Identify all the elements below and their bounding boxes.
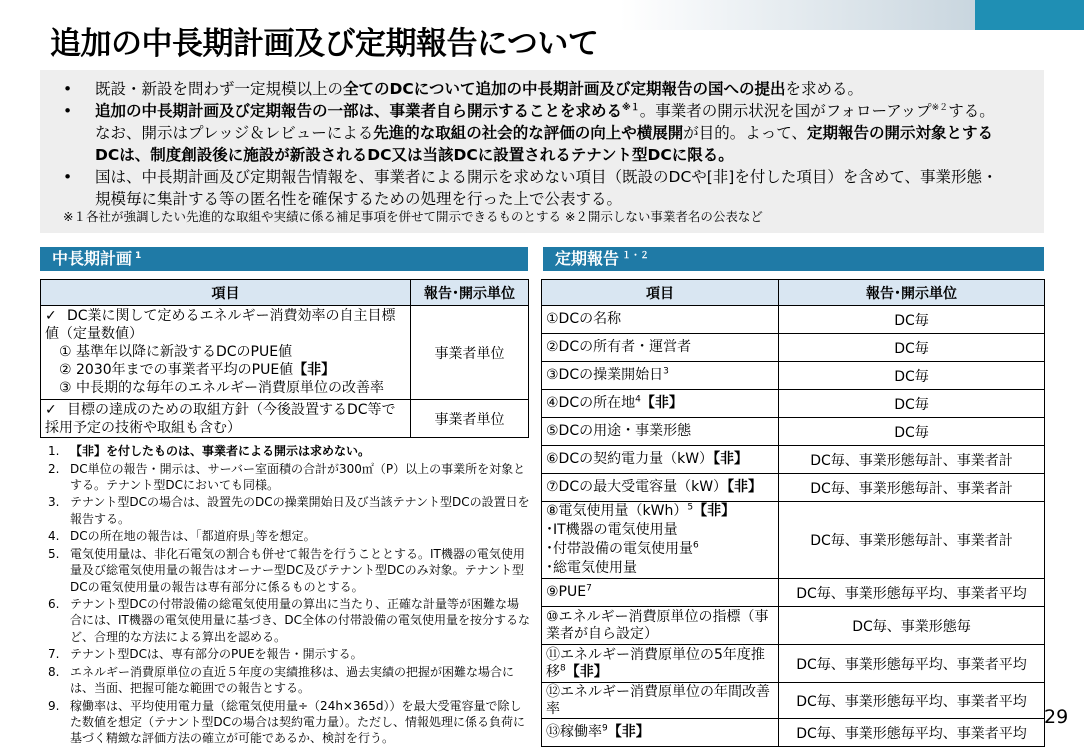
- note-text: テナント型DCの付帯設備の総電気使用量の算出に当たり、正確な計量等が困難な場合には、IT機器の電気使用量に基づき、DC全体の付帯設備の電気使用量を按分するなど、合理的な方法による算出を認める。: [70, 597, 531, 644]
- periodic-report-table: [541, 279, 1045, 747]
- note-text: 【非】を付したものは、事業者による開示は求めない。: [70, 444, 371, 458]
- item-text: ⑥DCの契約電力量（kW）: [546, 451, 714, 467]
- bullet-dot: •: [63, 168, 73, 186]
- item-cell: ⑩エネルギー消費原単位の指標（事業者が自ら設定）: [542, 607, 779, 645]
- unit-cell: DC毎、事業形態毎: [779, 607, 1045, 645]
- table-row: [542, 579, 1045, 607]
- heading-text: 中長期計画: [52, 249, 133, 268]
- item-cell: [542, 418, 779, 446]
- sub-item: [45, 361, 406, 379]
- note-text: DC単位の報告・開示は、サーバー室面積の合計が300㎡（P）以上の事業所を対象とする。テナント型DCにおいても同様。: [70, 461, 526, 492]
- note-text: 稼働率は、平均使用電力量（総電気使用量÷（24h×365d））を最大受電容量で除した数値を想定（テナント型DCの場合は契約電力量）。ただし、情報処理に係る負荷に基づく精緻な評価方法の確立が可能であるか、検討を行う。: [70, 698, 526, 746]
- text: 既設・新設を問わず一定規模以上の: [95, 80, 344, 98]
- text: が目的。よって、: [683, 124, 807, 142]
- note-number: 7.: [48, 647, 60, 662]
- text: を求める。: [785, 80, 863, 98]
- note-text: エネルギー消費原単位の直近５年度の実績推移は、過去実績の把握が困難な場合には、当面、把握可能な範囲での報告とする。: [70, 664, 515, 696]
- unit-cell: DC毎: [779, 362, 1045, 390]
- item-text: 目標の達成のための取組方針（今後設置するDC等で採用予定の技術や取組も含む）: [45, 402, 396, 436]
- table-row: [542, 474, 1045, 502]
- note-item: [42, 646, 530, 662]
- notes-list: [42, 443, 530, 748]
- unit-cell: DC毎、事業形態毎計、事業者計: [779, 446, 1045, 474]
- bold-text: 全てのDCについて追加の中長期計画及び定期報告の国への提出: [343, 80, 786, 98]
- table-row: [542, 502, 1045, 579]
- item-text: ⑬稼働率: [546, 724, 602, 740]
- heading-sup: 1: [135, 250, 142, 261]
- note-item: [42, 596, 530, 645]
- sub-item-text: ② 2030年までの事業者平均のPUE値: [59, 362, 294, 378]
- note-number: 6.: [48, 597, 60, 612]
- note-text: テナント型DCの場合は、設置先のDCの操業開始日及び当該テナント型DCの設置日を報告する。: [70, 495, 530, 526]
- section-heading-midterm-plan: [40, 247, 528, 271]
- item-cell: [542, 579, 779, 607]
- column-header-unit: 報告･開示単位: [779, 280, 1045, 306]
- item-cell: [542, 645, 779, 683]
- item-text: ⑦DCの最大受電容量（kW）: [546, 479, 728, 495]
- bold-text: 定期報告の開示対象とするDCは、制度創設後に施設が新設されるDC又は当該DCに設置されるテナント型DCに限る。: [95, 124, 993, 164]
- non-disclosure-tag: 【非】: [565, 663, 608, 680]
- footnote-mark: 5: [687, 502, 694, 513]
- item-text: ⑨PUE: [546, 584, 587, 600]
- note-number: 5.: [48, 546, 60, 561]
- item-cell: [41, 400, 411, 438]
- note-number: 1.: [48, 444, 60, 458]
- table-row: [542, 719, 1045, 747]
- table-row: [542, 362, 1045, 390]
- item-text: DC業に関して定めるエネルギー消費効率の自主目標値（定量数値）: [45, 308, 396, 342]
- sub-item: ･付帯設備の電気使用量: [546, 541, 693, 557]
- note-item: [42, 546, 530, 595]
- footnote-mark: 7: [586, 583, 592, 594]
- midterm-plan-table: [40, 279, 529, 438]
- note-item: [42, 443, 530, 459]
- unit-cell: DC毎、事業形態毎平均、事業者平均: [779, 719, 1045, 747]
- table-row: [542, 306, 1045, 334]
- column-header-unit: 報告･開示単位: [411, 280, 529, 306]
- unit-cell: 事業者単位: [411, 400, 529, 438]
- text: 。事業者の開示状況を国がフォローアップ: [639, 102, 932, 120]
- item-text: ⑪エネルギー消費原単位の5年度推移: [546, 646, 765, 680]
- non-disclosure-tag: 【非】: [713, 451, 749, 467]
- item-cell: [542, 306, 779, 334]
- item-cell: [542, 719, 779, 747]
- check-icon: ✓: [45, 402, 57, 418]
- note-number: 8.: [48, 664, 60, 679]
- unit-cell: DC毎: [779, 418, 1045, 446]
- table-row: [542, 645, 1045, 683]
- item-cell: ⑫エネルギー消費原単位の年間改善率: [542, 683, 779, 719]
- non-disclosure-tag: 【非】: [640, 395, 683, 411]
- note-text: DCの所在地の報告は、｢都道府県｣等を想定。: [70, 529, 316, 544]
- page-number: 29: [1044, 706, 1069, 728]
- bold-text: 追加の中長期計画及び定期報告の一部は、事業者自ら開示することを求める: [95, 102, 623, 120]
- note-number: 4.: [48, 529, 60, 544]
- summary-bullet-2: [63, 100, 1003, 166]
- unit-cell: DC毎: [779, 306, 1045, 334]
- note-number: 3.: [48, 495, 60, 510]
- sub-item: ① 基準年以降に新設するDCのPUE値: [59, 344, 293, 360]
- sub-item: ･IT機器の電気使用量: [546, 522, 678, 538]
- item-cell: [542, 362, 779, 390]
- unit-cell: DC毎、事業形態毎平均、事業者平均: [779, 579, 1045, 607]
- note-text: 電気使用量は、非化石電気の割合も併せて報告を行うこととする。IT機器の電気使用量及び総電気使用量の報告はオーナー型DC及びテナント型DCのみ対象。テナント型DCの電気使用量の報告は専有部分に係るものとする。: [70, 546, 525, 594]
- bold-text: 先進的な取組の社会的な評価の向上や横展開: [373, 124, 684, 142]
- summary-bullet-1: [63, 78, 1003, 100]
- bullet-dot: •: [63, 102, 73, 120]
- item-cell: [542, 334, 779, 362]
- table-row: [542, 683, 1045, 719]
- item-text: ③DCの操業開始日: [546, 367, 664, 383]
- text: 国は、中長期計画及び定期報告情報を、事業者による開示を求めない項目（既設のDCや[非]を付した項目）を含めて、事業形態・規模毎に集計する等の匿名性を確保するための処理を行った上で公表する。: [95, 168, 998, 208]
- item-text: ①DCの名称: [546, 311, 622, 327]
- check-icon: ✓: [45, 308, 57, 324]
- top-bar-gradient: [620, 0, 975, 30]
- note-number: 9.: [48, 698, 60, 713]
- item-text: ②DCの所有者・運営者: [546, 339, 692, 355]
- note-item: [42, 698, 530, 747]
- non-disclosure-tag: 【非】: [607, 724, 650, 740]
- page-title: 追加の中長期計画及び定期報告について: [50, 26, 599, 62]
- item-cell: [542, 446, 779, 474]
- note-item: [42, 461, 530, 494]
- unit-cell: 事業者単位: [411, 306, 529, 400]
- item-text: ⑤DCの用途・事業形態: [546, 423, 692, 439]
- table-row: [542, 607, 1045, 645]
- footnote-mark: 4: [635, 394, 641, 405]
- summary-bullet-3: [63, 166, 1003, 210]
- item-cell: [542, 390, 779, 418]
- table-row: [41, 400, 529, 438]
- unit-cell: DC毎: [779, 390, 1045, 418]
- item-text: ⑧電気使用量（kWh）: [546, 503, 688, 519]
- non-disclosure-tag: 【非】: [293, 362, 336, 378]
- sub-item: ③ 中長期的な毎年のエネルギー消費原単位の改善率: [59, 380, 384, 396]
- top-bar-accent-block: [975, 0, 1084, 30]
- note-item: [42, 664, 530, 697]
- unit-cell: DC毎、事業形態毎計、事業者計: [779, 502, 1045, 579]
- note-text: テナント型DCは、専有部分のPUEを報告・開示する。: [70, 647, 363, 662]
- note-item: [42, 494, 530, 527]
- table-header-row: [542, 280, 1045, 306]
- footnote-mark: ※１: [622, 102, 640, 113]
- note-item: [42, 528, 530, 544]
- item-text: ④DCの所在地: [546, 395, 636, 411]
- summary-footnote: ※１各社が強調したい先進的な取組や実績に係る補足事項を併せて開示できるものとする ※２開示しない事業者名の公表など: [63, 209, 763, 224]
- footnote-mark: ※２: [931, 102, 949, 113]
- summary-box: [40, 70, 1044, 233]
- unit-cell: DC毎、事業形態毎平均、事業者平均: [779, 645, 1045, 683]
- column-header-item: 項目: [41, 280, 411, 306]
- footnote-mark: 9: [602, 723, 608, 734]
- non-disclosure-tag: 【非】: [693, 503, 736, 519]
- item-cell: [542, 502, 779, 579]
- section-heading-periodic-report: [543, 247, 1044, 271]
- table-header-row: [41, 280, 529, 306]
- non-disclosure-tag: 【非】: [727, 479, 763, 495]
- sub-item: ･総電気使用量: [546, 560, 637, 576]
- bullet-dot: •: [63, 80, 73, 98]
- item-cell: [542, 474, 779, 502]
- table-row: [542, 390, 1045, 418]
- table-row: [542, 446, 1045, 474]
- unit-cell: DC毎、事業形態毎計、事業者計: [779, 474, 1045, 502]
- column-header-item: 項目: [542, 280, 779, 306]
- note-number: 2.: [48, 461, 60, 476]
- footnote-mark: 6: [693, 540, 699, 551]
- table-row: [542, 334, 1045, 362]
- footnote-mark: 8: [560, 662, 566, 673]
- table-row: [542, 418, 1045, 446]
- item-cell: [41, 306, 411, 400]
- heading-text: 定期報告: [555, 249, 620, 268]
- footnote-mark: 3: [663, 366, 669, 377]
- text: する。なお、開示はプレッジ＆レビューによる: [95, 102, 995, 142]
- unit-cell: DC毎: [779, 334, 1045, 362]
- unit-cell: DC毎、事業形態毎平均、事業者平均: [779, 683, 1045, 719]
- heading-sup: １・２: [622, 250, 650, 261]
- table-row: [41, 306, 529, 400]
